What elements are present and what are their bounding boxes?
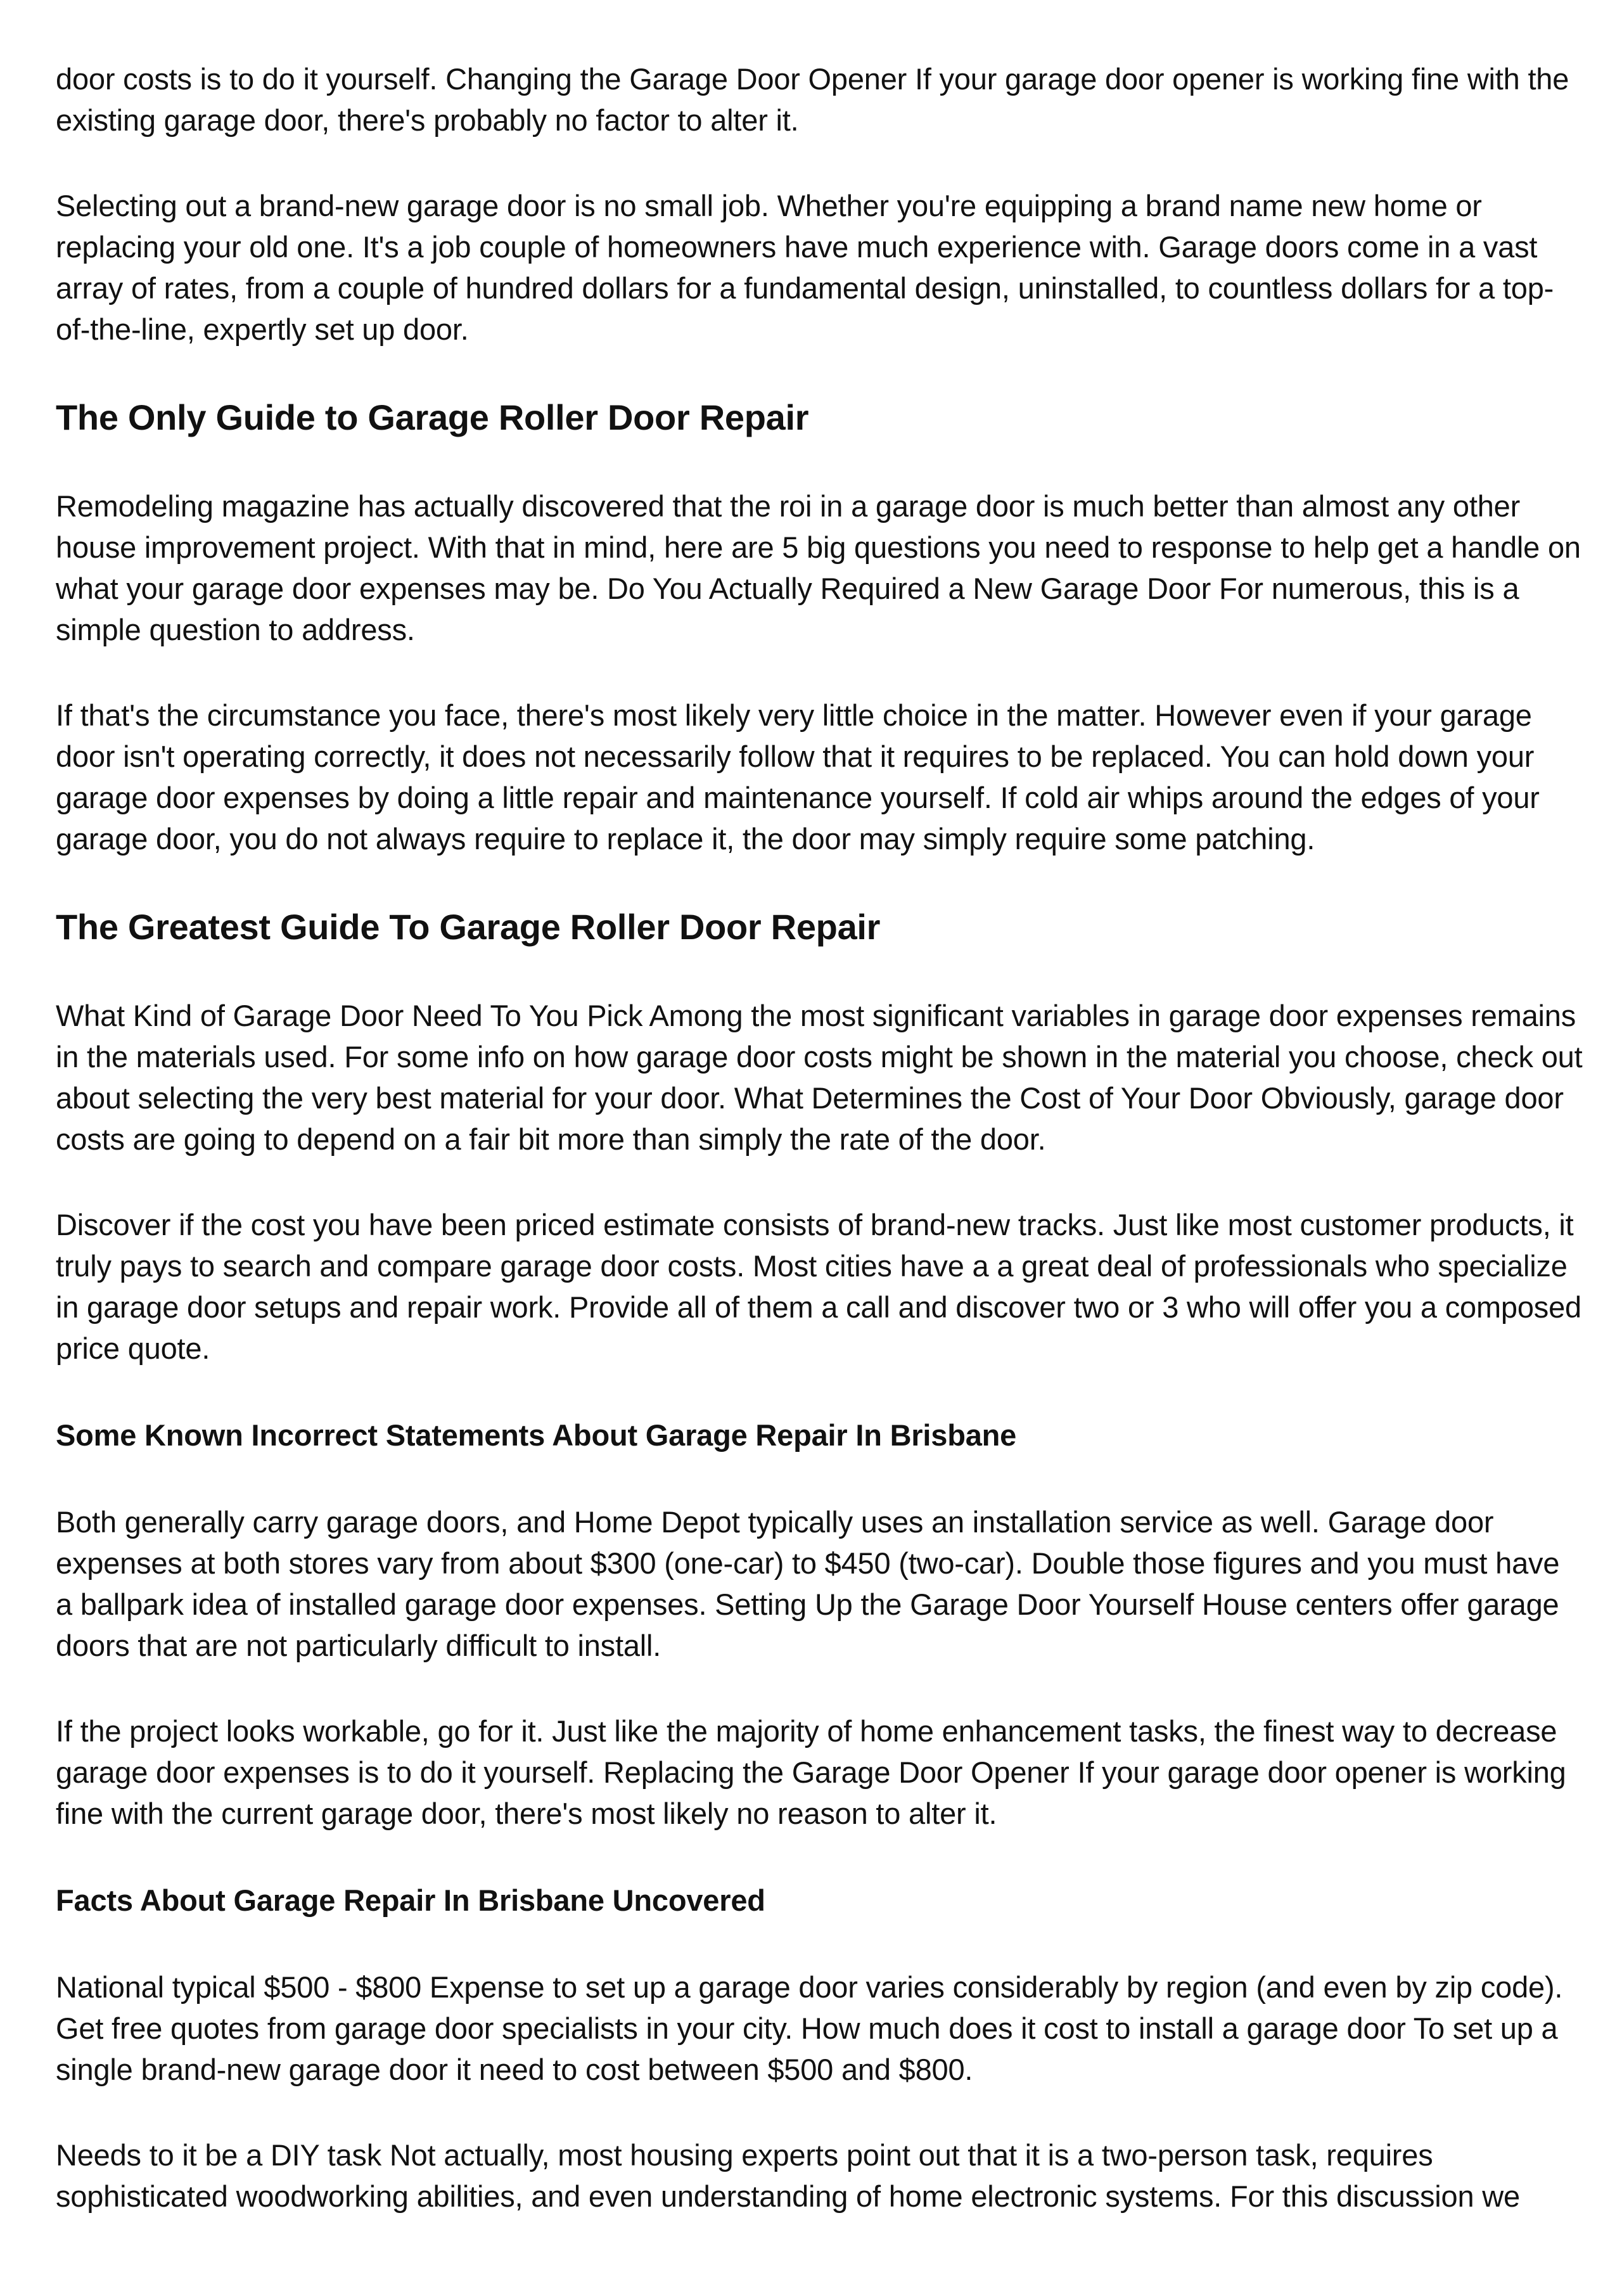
paragraph-remodeling-magazine: Remodeling magazine has actually discovered that the roi in a garage door is much better than almost any other house improvement project. With that in mind, here are 5 big questions you need to response to help get a handle on what your garage door expenses may be. Do You Actually Required a New Garage Door For numerous, this is a simple question to address. (56, 489, 1581, 646)
paragraph-selecting-door: Selecting out a brand-new garage door is no small job. Whether you're equipping a brand name new home or replacing your old one. It's a job couple of homeowners have much experience with. Garage doors come in a vast array of rates, from a couple of hundred dollars for a fundamental design, uninstalled, to countless dollars for a top-of-the-line, expertly set up door. (56, 189, 1554, 346)
paragraph-opener-carryover: door costs is to do it yourself. Changing the Garage Door Opener If your garage door opener is working fine with the existing garage door, there's probably no factor to alter it. (56, 62, 1569, 137)
article-body (56, 58, 1583, 2217)
heading-only-guide: The Only Guide to Garage Roller Door Repair (56, 397, 809, 437)
heading-facts-uncovered: Facts About Garage Repair In Brisbane Uncovered (56, 1883, 765, 1917)
paragraph-project-workable: If the project looks workable, go for it. Just like the majority of home enhancement tasks, the finest way to decrease garage door expenses is to do it yourself. Replacing the Garage Door Opener If your garage door opener is working fine with the current garage door, there's most likely no reason to alter it. (56, 1714, 1566, 1830)
paragraph-compare-costs: Discover if the cost you have been priced estimate consists of brand-new tracks. Just like most customer products, it truly pays to search and compare garage door costs. Most cities have a a great deal of professionals who specialize in garage door setups and repair work. Provide all of them a call and discover two or 3 who will offer you a composed price quote. (56, 1208, 1581, 1365)
heading-greatest-guide: The Greatest Guide To Garage Roller Door Repair (56, 907, 881, 947)
paragraph-circumstance: If that's the circumstance you face, there's most likely very little choice in the matter. However even if your garage door isn't operating correctly, it does not necessarily follow that it requires to be replaced. You can hold down your garage door expenses by doing a little repair and maintenance yourself. If cold air whips around the edges of your garage door, you do not always require to replace it, the door may simply require some patching. (56, 698, 1540, 856)
paragraph-home-depot: Both generally carry garage doors, and Home Depot typically uses an installation service as well. Garage door expenses at both stores vary from about $300 (one-car) to $450 (two-car). Double those figures and you must have a ballpark idea of installed garage door expenses. Setting Up the Garage Door Yourself House centers offer garage doors that are not particularly difficult to install. (56, 1505, 1560, 1662)
heading-incorrect-statements: Some Known Incorrect Statements About Garage Repair In Brisbane (56, 1418, 1017, 1452)
paragraph-diy-task: Needs to it be a DIY task Not actually, most housing experts point out that it is a two-person task, requires sophisticated woodworking abilities, and even understanding of home electronic systems. For this discussion we (56, 2138, 1520, 2213)
paragraph-materials: What Kind of Garage Door Need To You Pick Among the most significant variables in garage door expenses remains in the materials used. For some info on how garage door costs might be shown in the material you choose, check out about selecting the very best material for your door. What Determines the Cost of Your Door Obviously, garage door costs are going to depend on a fair bit more than simply the rate of the door. (56, 999, 1583, 1156)
paragraph-national-typical: National typical $500 - $800 Expense to set up a garage door varies considerably by region (and even by zip code). Get free quotes from garage door specialists in your city. How much does it cost to install a garage door To set up a single brand-new garage door it need to cost between $500 and $800. (56, 1970, 1563, 2086)
